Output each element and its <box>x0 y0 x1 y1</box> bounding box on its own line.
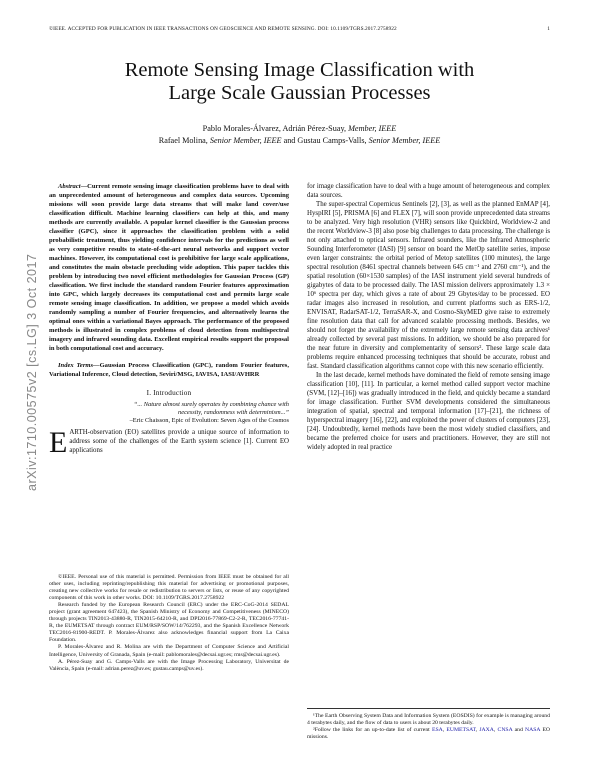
author-role-2b: Senior Member, IEEE <box>368 135 441 145</box>
abstract-lead: Abstract <box>58 183 81 190</box>
abstract <box>49 183 289 354</box>
author-line-2 <box>49 135 550 147</box>
author-names-1: Pablo Morales-Álvarez, Adrián Pérez-Suay, <box>202 124 347 133</box>
copyright-note: ©IEEE. Personal use of this material is permitted. Permission from IEEE must be obtained for all other uses, including reprinting/republishing this material for advertising or promotional purposes, creating new collective works for resale or redistribution to servers or lists, or reuse of any copyrighted components of this work in other works. DOI: 10.1109/TGRS.2017.2758922 <box>49 574 289 602</box>
left-column <box>49 183 289 459</box>
author-names-2b: and Gustau Camps-Valls, <box>283 135 367 145</box>
footnote-2: ²Follow the links for an up-to-date list of current ESA, EUMETSAT, JAXA, CNSA and NASA EO missions. <box>307 727 551 741</box>
title-line-2: Large Scale Gaussian Processes <box>168 82 431 104</box>
link-cnsa[interactable]: CNSA <box>497 727 513 734</box>
right-paragraph-1: for image classification have to deal with a huge amount of heterogeneous and complex data sources. <box>307 183 550 199</box>
index-terms-lead: Index Terms <box>58 361 94 369</box>
right-paragraph-3: In the last decade, kernel methods have dominated the field of remote sensing image classification [10], [11]. In particular, a kernel method called support vector machine (SVM, [12]–[16]) was gradually introduced in the field, and quickly became a standard for image classification. Further SVM developments considered the simultaneous integration of spatial, spectral and temporal information [17]–[21], the richness of hyperspectral imagery [16], [22], and exploited the power of clusters of computers [23], [24]. Undoubtedly, kernel methods have been the most widely studied classifiers, and became the preferred choice for users and practitioners. However, they are still not widely adopted in real practice <box>307 371 550 451</box>
running-header <box>49 26 550 33</box>
right-paragraph-2: The super-spectral Copernicus Sentinels [2], [3], as well as the planned EnMAP [4], HyspIRI [5], PRISMA [6] and FLEX [7], will soon provide unprecedented data streams to be analyzed. Very high resolution (VHR) sensors like Quickbird, Worldview-2 and the recent Worldview-3 [8] also pose big challenges to data processing. The challenge is not only attached to optical sensors. Infrared sounders, like the Infrared Atmospheric Sounding Interferometer (IASI) [9] sensor on board the MetOp satellite series, impose even larger constraints: the orbital period of Metop satellites (100 minutes), the large spectral resolution (8461 spectral channels between 645 cm⁻¹ and 2760 cm⁻¹), and the spatial resolution (60×1530 samples) of the IASI instrument yield several hundreds of gigabytes of data to be processed daily. The IASI mission delivers approximately 1.3 × 10⁶ spectra per day, which gives a rate of about 29 Gbytes/day to be processed. EO radar images also increased in resolution, and current platforms such as ERS-1/2, ENVISAT, RadarSAT-1/2, TerraSAR-X, and Cosmo-SkyMED give raise to extremely fine resolution data that call for advanced scalable processing methods. Besides, we should not forget the availability of the extremely large remote sensing data archives¹ already collected by several past missions. In addition, we should be also prepared for the near future in diversity and complementarity of sensors². These large scale data problems require enhanced processing techniques that should be accurate, robust and fast. Standard classification algorithms cannot cope with this new scenario efficiently. <box>307 200 550 370</box>
author-role-1: Member, IEEE <box>348 124 397 133</box>
abstract-text: —Current remote sensing image classification problems have to deal with an unprecedented amount of heterogeneous and complex data sources. Upcoming missions will soon provide large data streams that will make land cover/use classification difficult. Machine learning classifiers can help at this, and many methods are currently available. A popular kernel classifier is the Gaussian process classifier (GPC), since it approaches the classification problem with a solid probabilistic treatment, thus yielding confidence intervals for the predictions as well as very competitive results to state-of-the-art neural networks and support vector machines. However, its computational cost is prohibitive for large scale applications, and constitutes the main obstacle precluding wide adoption. This paper tackles this problem by introducing two novel efficient methodologies for Gaussian Process (GP) classification. We first include the standard random Fourier features approximation into GPC, which largely decreases its computational cost and permits large scale remote sensing image classification. In addition, we propose a model which avoids randomly sampling a number of Fourier frequencies, and alternatively learns the optimal ones within a variational Bayes approach. The performance of the proposed methods is illustrated in complex problems of cloud detection from multispectral imagery and infrared sounding data. Excellent empirical results support the proposal in both computational cost and accuracy. <box>49 183 289 352</box>
footnote-2-pre: ²Follow the links for an up-to-date list of current <box>313 727 432 734</box>
header-text: ©IEEE. ACCEPTED FOR PUBLICATION IN IEEE TRANSACTIONS ON GEOSCIENCE AND REMOTE SENSING. DOI: 10.1109/TGRS.2017.2758922 <box>49 26 397 32</box>
author-line-1 <box>49 123 550 135</box>
epigraph-line-1: “... Nature almost surely operates by combining chance with <box>133 400 289 408</box>
paper-title <box>49 59 550 105</box>
intro-text: ARTH-observation (EO) satellites provide a unique source of information to address some of the challenges of the Earth system science [1]. Current EO applications <box>69 428 289 454</box>
affiliation-note-2: A. Pérez-Suay and G. Camps-Valls are with the Image Processing Laboratory, Universitat de València, Spain (e-mail: adrian.perez@uv.es; gustau.camps@uv.es). <box>49 658 289 672</box>
link-nasa[interactable]: NASA <box>525 727 541 734</box>
footnote-2-post: EO missions. <box>307 727 551 741</box>
affiliation-note-1: P. Morales-Álvarez and R. Molina are with the Department of Computer Science and Artificial Intelligence, University of Granada, Spain (e-mail: pablomorales@decsai.ugr.es; rms@decsai.ugr.es). <box>49 644 289 658</box>
drop-cap: E <box>49 425 68 459</box>
epigraph-attribution: –Eric Chaisson, Epic of Evolution: Seven Ages of the Cosmos <box>129 416 289 424</box>
index-terms <box>49 362 289 380</box>
footnote-1: ¹The Earth Observing System Data and Information System (EOSDIS) for example is managing around 4 terabytes daily, and the flow of data to users is about 20 terabytes daily. <box>307 713 550 727</box>
epigraph-line-2: necessity, randomness with determinism...” <box>178 408 289 416</box>
section-heading: I. Introduction <box>146 388 192 397</box>
right-column <box>307 183 550 453</box>
author-names-2a: Rafael Molina, <box>158 135 208 145</box>
link-eumetsat[interactable]: EUMETSAT <box>446 727 476 734</box>
index-terms-text: —Gaussian Process Classification (GPC), random Fourier features, Variational Inference, Cloud detection, Seviri/MSG, IAVISA, IASI/AVHRR <box>49 361 289 378</box>
intro-paragraph <box>49 425 289 459</box>
title-line-1: Remote Sensing Image Classification with <box>124 59 475 81</box>
arxiv-stamp: arXiv:1710.00575v2 [cs.LG] 3 Oct 2017 <box>25 253 39 491</box>
page-number: 1 <box>547 26 550 32</box>
author-role-2a: Senior Member, IEEE <box>209 135 282 145</box>
funding-note: Research funded by the European Research Council (ERC) under the ERC-CoG-2014 SEDAL project (grant agreement 647423), the Spanish Ministry of Economy and Competitiveness (MINECO) through projects TIN2013-43880-R, TIN2015-64210-R, and DPI2016-77869-C2-2-R, TEC2016-77741-R, the EUMETSAT through contract EUM/RSP/SOW/14/762293, and the Spanish Excellence Network TEC2016-81900-REDT. P. Morales-Álvarez also acknowledges financial support from La Caixa Foundation. <box>49 602 289 644</box>
author-block <box>49 123 550 146</box>
link-esa[interactable]: ESA <box>431 727 443 734</box>
left-footnotes <box>49 574 289 673</box>
right-footnotes <box>307 708 550 741</box>
link-jaxa[interactable]: JAXA <box>479 727 494 734</box>
